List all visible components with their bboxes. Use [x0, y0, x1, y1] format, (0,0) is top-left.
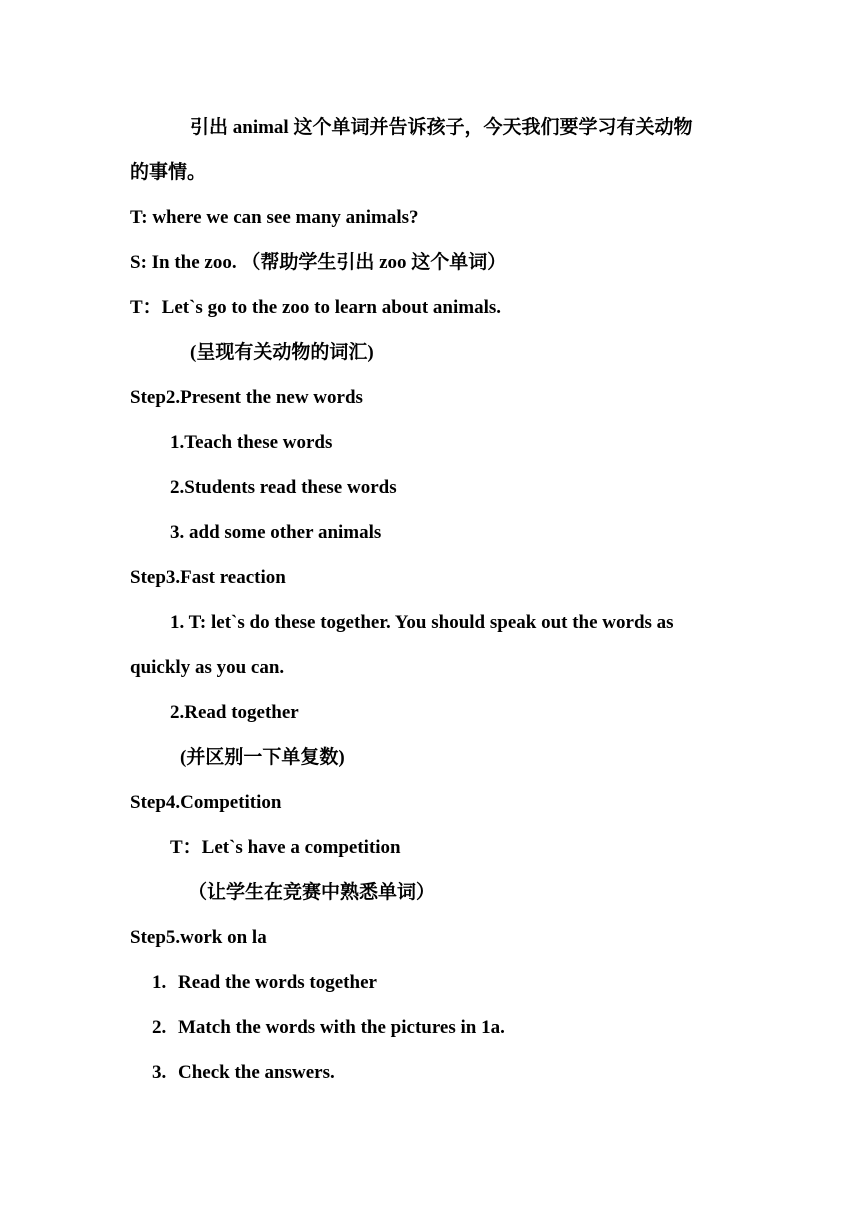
- note-vocabulary: (呈现有关动物的词汇): [190, 342, 374, 363]
- step2-item-3: 3. add some other animals: [170, 522, 382, 543]
- step2-heading: Step2.Present the new words: [130, 387, 363, 408]
- step3-heading: Step3.Fast reaction: [130, 567, 286, 588]
- step3-item-1-continued: quickly as you can.: [130, 657, 285, 678]
- list-number: 2.: [152, 1017, 167, 1038]
- step3-item-1: 1. T: let`s do these together. You should speak out the words as: [170, 612, 674, 633]
- note-competition: （让学生在竞赛中熟悉单词）: [188, 882, 436, 903]
- step3-item-2: 2.Read together: [170, 702, 299, 723]
- list-text: Check the answers.: [178, 1062, 335, 1083]
- list-item: [152, 971, 377, 995]
- paragraph-intro-continued: 的事情。: [130, 162, 207, 183]
- step4-heading: Step4.Competition: [130, 792, 282, 813]
- step4-instruction: T：Let`s have a competition: [170, 837, 401, 858]
- step2-item-2: 2.Students read these words: [170, 477, 397, 498]
- student-answer: S: In the zoo. （帮助学生引出 zoo 这个单词）: [130, 252, 507, 273]
- list-text: Match the words with the pictures in 1a.: [178, 1017, 505, 1038]
- note-singular-plural: (并区别一下单复数): [180, 747, 345, 768]
- list-item: [152, 1061, 335, 1085]
- list-number: 3.: [152, 1062, 167, 1083]
- step5-heading: Step5.work on la: [130, 927, 267, 948]
- paragraph-intro: 引出 animal 这个单词并告诉孩子，今天我们要学习有关动物: [190, 117, 693, 138]
- list-text: Read the words together: [178, 972, 377, 993]
- teacher-instruction: T：Let`s go to the zoo to learn about animals.: [130, 297, 502, 318]
- list-number: 1.: [152, 972, 167, 993]
- list-item: [152, 1016, 505, 1040]
- teacher-question: T: where we can see many animals?: [130, 207, 419, 228]
- step2-item-1: 1.Teach these words: [170, 432, 333, 453]
